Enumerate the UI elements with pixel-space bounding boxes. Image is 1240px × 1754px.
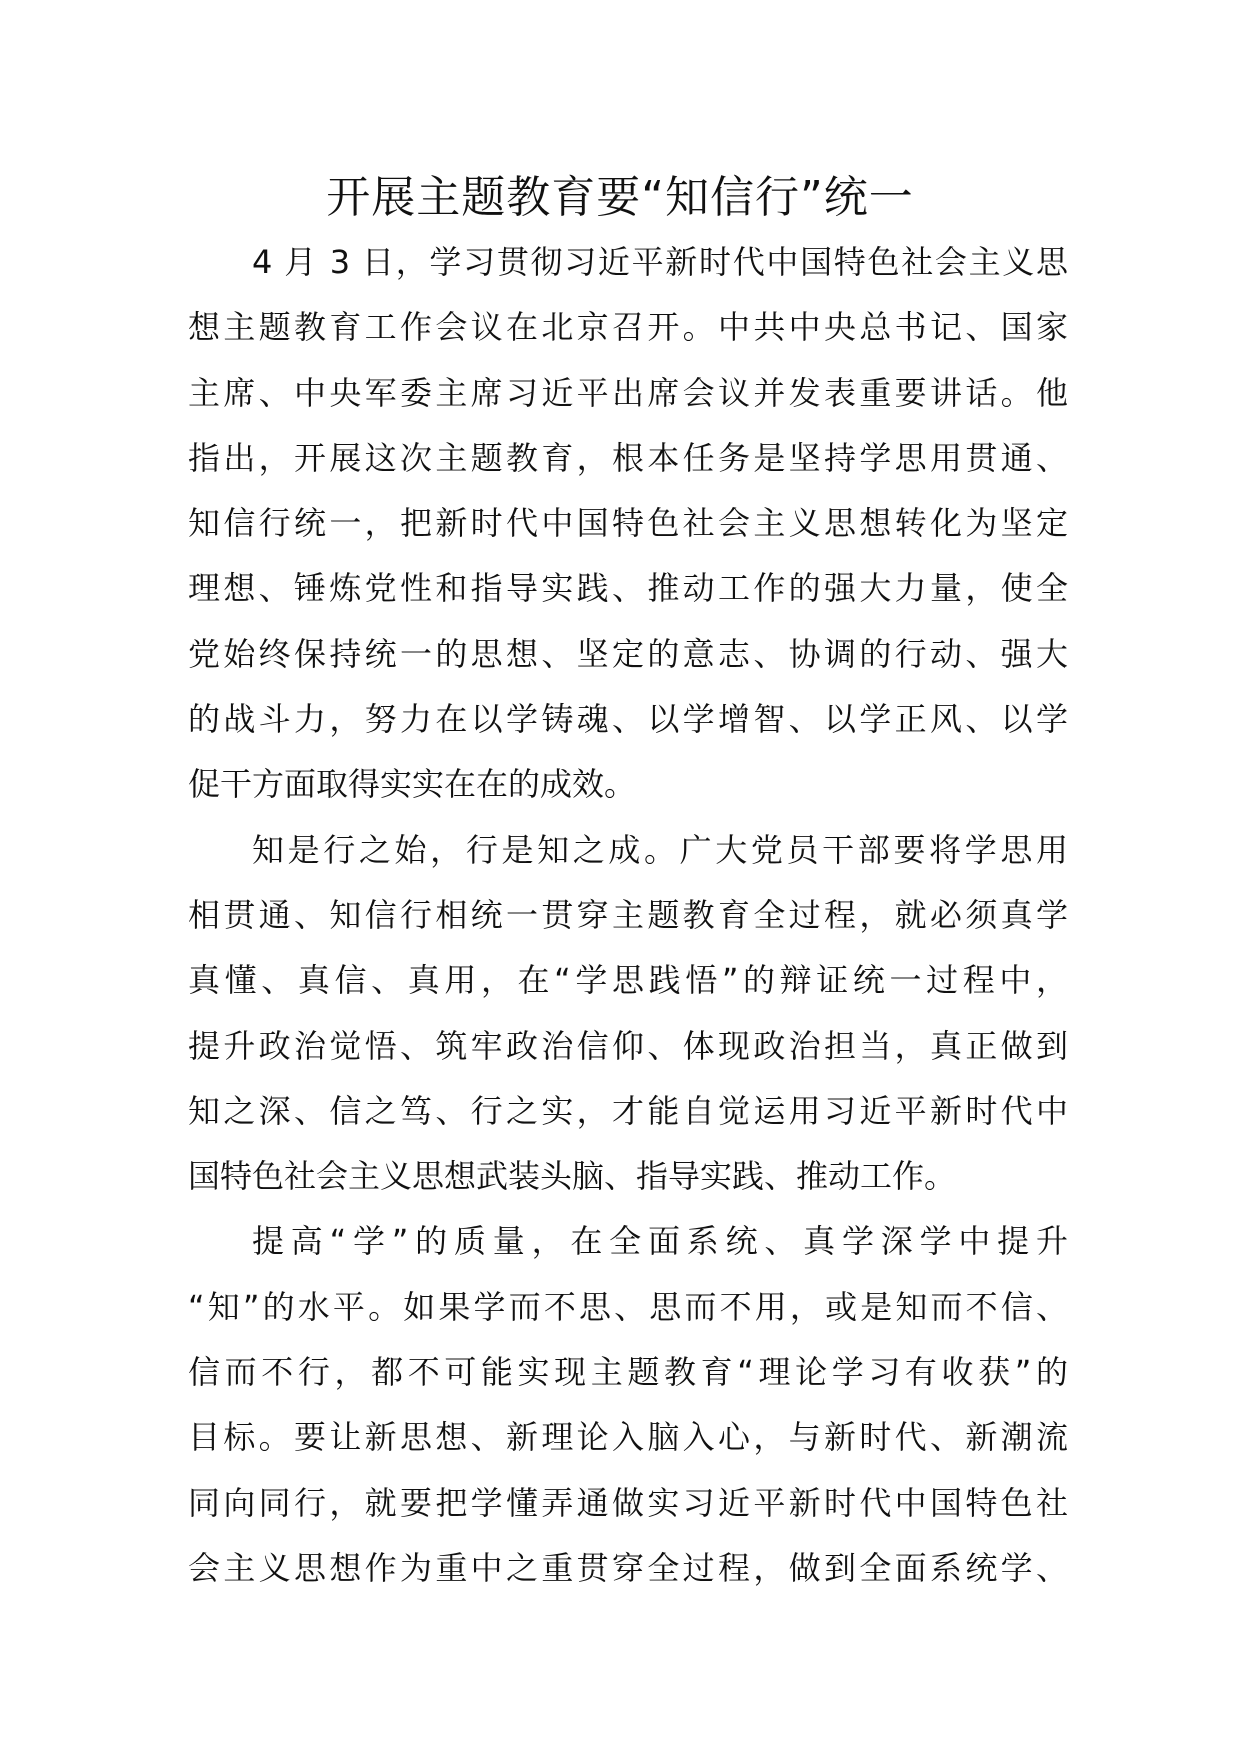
text-line: 知信行统一，把新时代中国特色社会主义思想转化为坚定 bbox=[188, 504, 1068, 543]
paragraph-2 bbox=[188, 818, 1068, 1210]
document-title: 开展主题教育要“知信行”统一 bbox=[326, 172, 914, 223]
text-line: 提升政治觉悟、筑牢政治信仰、体现政治担当，真正做到 bbox=[188, 1026, 1068, 1065]
text-line: 4 月 3 日，学习贯彻习近平新时代中国特色社会主义思 bbox=[252, 243, 1068, 281]
text-line: 知是行之始，行是知之成。广大党员干部要将学思用 bbox=[252, 830, 1068, 869]
text-line: 主席、中央军委主席习近平出席会议并发表重要讲话。他 bbox=[188, 373, 1068, 412]
text-line: 的战斗力，努力在以学铸魂、以学增智、以学正风、以学 bbox=[188, 700, 1068, 739]
text-line: 党始终保持统一的思想、坚定的意志、协调的行动、强大 bbox=[188, 634, 1068, 673]
text-line: 会主义思想作为重中之重贯穿全过程，做到全面系统学、 bbox=[188, 1548, 1068, 1587]
text-line: 促干方面取得实实在在的成效。 bbox=[188, 765, 637, 804]
text-line: 相贯通、知信行相统一贯穿主题教育全过程，就必须真学 bbox=[188, 895, 1068, 934]
document-body bbox=[188, 230, 1068, 1601]
text-line: 国特色社会主义思想武装头脑、指导实践、推动工作。 bbox=[188, 1157, 957, 1196]
text-line: 想主题教育工作会议在北京召开。中共中央总书记、国家 bbox=[188, 308, 1068, 347]
text-line: 知之深、信之笃、行之实，才能自觉运用习近平新时代中 bbox=[188, 1091, 1068, 1130]
paragraph-1 bbox=[188, 230, 1068, 818]
text-line: 指出，开展这次主题教育，根本任务是坚持学思用贯通、 bbox=[188, 438, 1068, 477]
text-line: 真懂、真信、真用，在“学思践悟”的辩证统一过程中， bbox=[188, 961, 1068, 1000]
text-line: 目标。要让新思想、新理论入脑入心，与新时代、新潮流 bbox=[188, 1418, 1068, 1457]
paragraph-3 bbox=[188, 1209, 1068, 1601]
text-line: 信而不行，都不可能实现主题教育“理论学习有收获”的 bbox=[188, 1353, 1068, 1392]
text-line: 同向同行，就要把学懂弄通做实习近平新时代中国特色社 bbox=[188, 1483, 1068, 1522]
text-line: “知”的水平。如果学而不思、思而不用，或是知而不信、 bbox=[188, 1287, 1068, 1326]
text-line: 理想、锤炼党性和指导实践、推动工作的强大力量，使全 bbox=[188, 569, 1068, 608]
text-line: 提高“学”的质量，在全面系统、真学深学中提升 bbox=[252, 1222, 1068, 1261]
